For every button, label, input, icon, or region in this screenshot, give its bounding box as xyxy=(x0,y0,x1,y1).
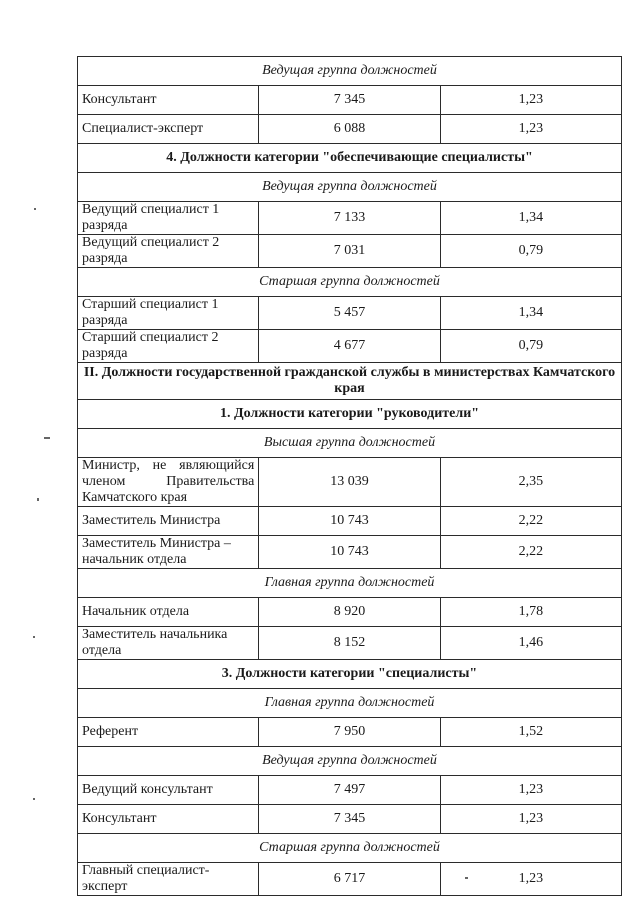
coefficient-cell: 1,46 xyxy=(440,627,621,660)
coefficient-cell: 1,23 xyxy=(440,776,621,805)
table-row xyxy=(78,297,622,330)
salary-table xyxy=(77,56,622,896)
position-title: Консультант xyxy=(78,86,259,115)
table-row xyxy=(78,718,622,747)
position-title: Ведущий специалист 2 разряда xyxy=(78,235,259,268)
table-row xyxy=(78,627,622,660)
salary-cell: 7 345 xyxy=(259,86,440,115)
position-title: Начальник отдела xyxy=(78,598,259,627)
coefficient-cell: 2,35 xyxy=(440,458,621,507)
salary-cell: 10 743 xyxy=(259,536,440,569)
position-title: Ведущий консультант xyxy=(78,776,259,805)
group-header-row xyxy=(78,173,622,202)
section-header-row xyxy=(78,363,622,400)
position-title: Заместитель начальника отдела xyxy=(78,627,259,660)
position-title: Заместитель Министра – начальник отдела xyxy=(78,536,259,569)
table-row xyxy=(78,805,622,834)
position-title: Старший специалист 2 разряда xyxy=(78,330,259,363)
category-header: 3. Должности категории "специалисты" xyxy=(78,660,622,689)
group-header-row xyxy=(78,834,622,863)
position-title: Ведущий специалист 1 разряда xyxy=(78,202,259,235)
category-header: 4. Должности категории "обеспечивающие специалисты" xyxy=(78,144,622,173)
coefficient-cell: 0,79 xyxy=(440,235,621,268)
coefficient-cell: 1,34 xyxy=(440,297,621,330)
salary-cell: 7 031 xyxy=(259,235,440,268)
table-row xyxy=(78,202,622,235)
scan-speck xyxy=(465,877,468,879)
group-header: Главная группа должностей xyxy=(78,569,622,598)
group-header-row xyxy=(78,747,622,776)
position-title: Главный специалист-эксперт xyxy=(78,863,259,896)
table-row xyxy=(78,330,622,363)
table-row xyxy=(78,235,622,268)
group-header-row xyxy=(78,429,622,458)
salary-cell: 8 920 xyxy=(259,598,440,627)
group-header-row xyxy=(78,268,622,297)
group-header: Старшая группа должностей xyxy=(78,834,622,863)
salary-cell: 8 152 xyxy=(259,627,440,660)
salary-cell: 10 743 xyxy=(259,507,440,536)
category-header-row xyxy=(78,660,622,689)
position-title: Консультант xyxy=(78,805,259,834)
table-row xyxy=(78,598,622,627)
coefficient-cell: 1,23 xyxy=(440,115,621,144)
coefficient-cell: 1,34 xyxy=(440,202,621,235)
group-header: Ведущая группа должностей xyxy=(78,173,622,202)
table-row xyxy=(78,458,622,507)
table-row xyxy=(78,507,622,536)
position-title: Министр, не являющийся членом Правительства Камчатского края xyxy=(78,458,259,507)
salary-cell: 13 039 xyxy=(259,458,440,507)
table-row xyxy=(78,115,622,144)
table-row xyxy=(78,863,622,896)
position-title: Референт xyxy=(78,718,259,747)
group-header: Старшая группа должностей xyxy=(78,268,622,297)
scan-speck xyxy=(33,636,35,638)
group-header: Главная группа должностей xyxy=(78,689,622,718)
group-header-row xyxy=(78,57,622,86)
salary-cell: 7 133 xyxy=(259,202,440,235)
salary-cell: 7 497 xyxy=(259,776,440,805)
scan-speck xyxy=(37,498,39,501)
coefficient-cell: 2,22 xyxy=(440,536,621,569)
scan-speck xyxy=(33,798,35,800)
category-header: 1. Должности категории "руководители" xyxy=(78,400,622,429)
group-header-row xyxy=(78,689,622,718)
coefficient-cell: 1,23 xyxy=(440,805,621,834)
category-header-row xyxy=(78,144,622,173)
table-row xyxy=(78,86,622,115)
table-row xyxy=(78,536,622,569)
position-title: Старший специалист 1 разряда xyxy=(78,297,259,330)
category-header-row xyxy=(78,400,622,429)
salary-cell: 5 457 xyxy=(259,297,440,330)
salary-cell: 7 345 xyxy=(259,805,440,834)
salary-cell: 6 088 xyxy=(259,115,440,144)
group-header: Ведущая группа должностей xyxy=(78,57,622,86)
scan-speck xyxy=(44,437,50,439)
position-title: Заместитель Министра xyxy=(78,507,259,536)
table-row xyxy=(78,776,622,805)
group-header: Высшая группа должностей xyxy=(78,429,622,458)
coefficient-cell: 1,52 xyxy=(440,718,621,747)
salary-cell: 4 677 xyxy=(259,330,440,363)
coefficient-cell: 1,78 xyxy=(440,598,621,627)
section-header: II. Должности государственной гражданской службы в министерствах Камчатского края xyxy=(78,363,622,400)
coefficient-cell: 2,22 xyxy=(440,507,621,536)
coefficient-cell: 0,79 xyxy=(440,330,621,363)
group-header: Ведущая группа должностей xyxy=(78,747,622,776)
coefficient-cell: 1,23 xyxy=(440,863,621,896)
salary-cell: 6 717 xyxy=(259,863,440,896)
coefficient-cell: 1,23 xyxy=(440,86,621,115)
position-title: Специалист-эксперт xyxy=(78,115,259,144)
group-header-row xyxy=(78,569,622,598)
salary-cell: 7 950 xyxy=(259,718,440,747)
scan-speck xyxy=(34,208,36,210)
